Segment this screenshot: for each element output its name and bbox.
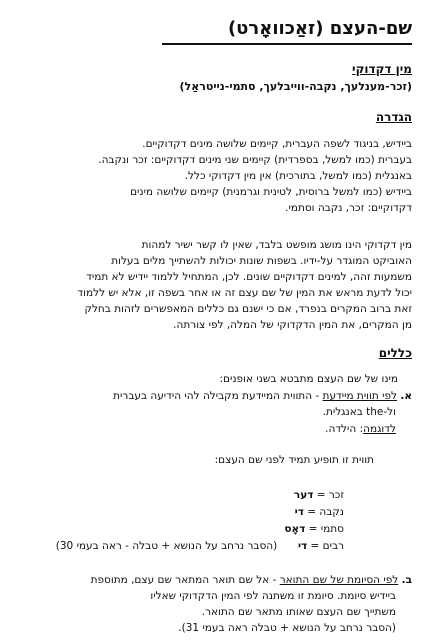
para1-line: ביידיש (כמו למשל ברוסית, לטינית וגרמנית) קיימים שלושה מינים — [130, 186, 412, 198]
articles-intro: תווית זו תופיע תמיד לפני שם העצם: — [214, 454, 374, 466]
rule-a-label: לפי תווית מיידעת — [322, 390, 398, 402]
rule-a-line — [12, 389, 412, 403]
para2-line: האוביקט המוגדר על-ידיו. בשפות שונות יכולות להשתייך מלים בעלות — [111, 255, 412, 267]
para1-line: בעברית (כמו למשל, בספרדית) קיימים שני מינים דקדוקיים: זכר ונקבה. — [98, 154, 412, 166]
rule-a-example-text: : הילדה. — [325, 423, 364, 435]
gender-subtitle: (זכר-מענלעך, נקבה-ווייבלעך, סתמי-נייטראַל) — [179, 80, 412, 93]
para2-line: יכול לדעת מראש את המין של שם עצם זה או אחר בשפה זו, אלא יש ללמוד — [77, 287, 412, 299]
title-underline — [162, 43, 412, 45]
definition-heading: הגדרה — [375, 110, 412, 124]
article-row — [12, 540, 344, 552]
rule-a-example-label: לדוגמה — [363, 423, 396, 435]
para1-line: דקדוקיים: זכר, נקבה וסתמי. — [285, 202, 412, 214]
article-label: נקבה = — [307, 506, 344, 518]
para2-line: זאת ברוב המקרים בנפרד, אם כי ישנם גם כללים המאפשרים לזהות בחלק — [84, 303, 412, 315]
rule-b-label: לפי הסיומת של שם התואר — [279, 574, 399, 586]
article-label: זכר = — [316, 489, 344, 501]
para2-line: מן המקרים, את המין הדקדוקי של המלה, לפי צורתה. — [173, 319, 412, 331]
article-value: די — [297, 540, 308, 552]
article-row — [12, 489, 344, 501]
rule-b-line3: משתייך שם העצם שאותו מתאר שם התואר. — [201, 606, 396, 618]
rule-a-text: - התווית המיידעת מקבילה להי הידיעה בעברית — [113, 390, 320, 402]
para2-line: משמעות זהה, למינים דקדוקיים שונים. לכן, המתחיל ללמוד יידיש לא תמיד — [86, 271, 412, 283]
rule-a-example — [12, 422, 396, 436]
para1-line: ביידיש, בניגוד לשפה העברית, קיימים שלושה מינים דקדוקיים. — [142, 138, 412, 150]
page-title: שם-העצם (זאַכוואָרט) — [227, 18, 412, 39]
rule-b-text: - אל שם תואר המתאר שם עצם, מתוספת — [90, 574, 277, 586]
article-value: די — [294, 506, 304, 518]
rule-a-line2-pre: ול- — [383, 406, 396, 418]
rules-intro: מינו של שם העצם מתבטא בשני אופנים: — [219, 373, 398, 385]
rule-a-line2 — [12, 405, 396, 419]
para2-line: מין דקדוקי הינו מושג מופשט בלבד, שאין לו קשר ישיר למהות — [141, 239, 412, 251]
article-row — [12, 506, 344, 518]
rule-b-line2: ביידיש סיומת. סיומת זו משתנה לפי המין הדקדוקי שאליו — [150, 590, 396, 602]
rule-a-marker: א. — [400, 390, 412, 402]
article-row — [12, 523, 344, 535]
rule-a-line2-post: באנגלית. — [322, 406, 363, 418]
article-note: (הסבר נרחב על הנושא + טבלה - ראה בעמי 30) — [55, 540, 278, 552]
rule-a-line2-the: the — [366, 406, 384, 418]
rule-b-marker: ב. — [401, 574, 412, 586]
article-value: דער — [293, 489, 314, 501]
rule-b-line — [12, 573, 412, 587]
article-label: סתמי = — [308, 523, 344, 535]
gender-heading: מין דקדוקי — [352, 62, 412, 76]
rule-b-note: (הסבר נרחב על הנושא + טבלה ראה בעמי 31). — [178, 622, 396, 634]
article-value: דאָס — [284, 523, 306, 535]
article-label: רבים = — [310, 540, 344, 552]
para1-line: באנגלית (כמו למשל, בתורכית) אין מין דקדוקי כלל. — [184, 170, 412, 182]
rules-heading: כללים — [378, 346, 412, 360]
